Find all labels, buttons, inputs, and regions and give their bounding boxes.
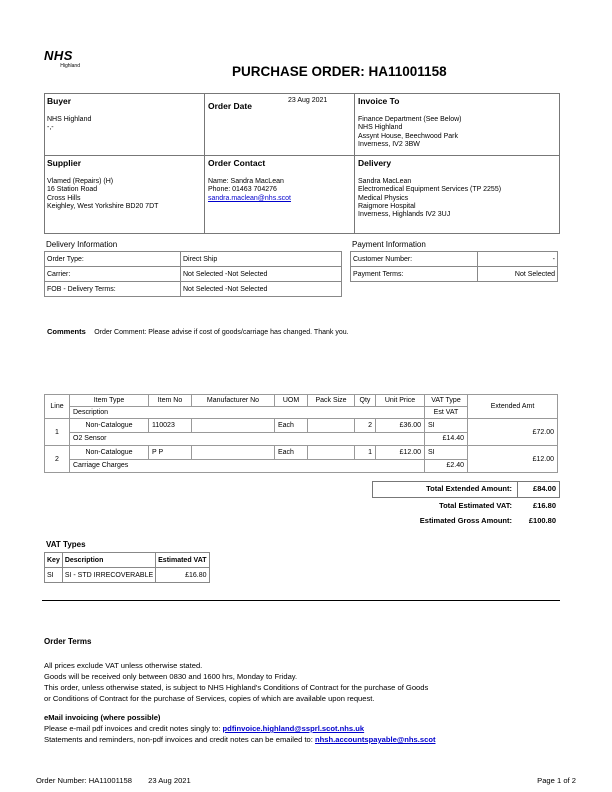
order-terms-body bbox=[44, 660, 436, 745]
terms-line: This order, unless otherwise stated, is subject to NHS Highland's Conditions of Contract for the purchase of Goods bbox=[44, 683, 429, 692]
table-row bbox=[45, 419, 558, 433]
item-pack-size bbox=[308, 446, 355, 460]
item-type: Non-Catalogue bbox=[70, 419, 149, 433]
vat-col-key: Key bbox=[45, 553, 63, 568]
col-manufacturer-no: Manufacturer No bbox=[192, 395, 275, 407]
item-est-vat: £14.40 bbox=[425, 432, 468, 446]
page-title: PURCHASE ORDER: HA11001158 bbox=[232, 64, 447, 79]
item-extended: £12.00 bbox=[468, 446, 558, 473]
einvoice-heading: eMail invoicing (where possible) bbox=[44, 713, 161, 722]
supplier-line: Cross Hills bbox=[47, 194, 81, 202]
item-uom: Each bbox=[275, 419, 308, 433]
order-contact-heading: Order Contact bbox=[208, 158, 266, 168]
delivery-section bbox=[358, 158, 501, 219]
total-vat-label: Total Estimated VAT: bbox=[439, 501, 512, 510]
table-row bbox=[351, 267, 558, 282]
table-row bbox=[351, 252, 558, 267]
buyer-section bbox=[47, 96, 91, 133]
invoice-to-line: Finance Department (See Below) bbox=[358, 116, 462, 123]
comments bbox=[47, 321, 349, 339]
col-line: Line bbox=[45, 395, 70, 419]
buyer-line: -,- bbox=[47, 124, 54, 132]
item-line: 1 bbox=[45, 419, 70, 446]
comments-label: Comments bbox=[47, 327, 86, 336]
supplier-heading: Supplier bbox=[47, 158, 82, 168]
vat-types-table bbox=[44, 552, 210, 583]
col-qty: Qty bbox=[355, 395, 376, 407]
invoice-to-line: Inverness, IV2 3BW bbox=[358, 140, 420, 148]
footer-page: Page 1 of 2 bbox=[537, 776, 576, 785]
terms-line: All prices exclude VAT unless otherwise stated. bbox=[44, 661, 203, 670]
footer-date: 23 Aug 2021 bbox=[148, 776, 191, 785]
accounts-payable-email-link[interactable]: nhsh.accountspayable@nhs.scot bbox=[315, 735, 436, 744]
col-item-type: Item Type bbox=[70, 395, 149, 407]
header-divider-v1 bbox=[204, 93, 205, 233]
item-pack-size bbox=[308, 419, 355, 433]
buyer-line: NHS Highland bbox=[47, 116, 92, 123]
einvoice-text: Please e-mail pdf invoices and credit notes singly to: bbox=[44, 724, 223, 733]
vat-types-heading: VAT Types bbox=[46, 540, 86, 549]
item-no: 110023 bbox=[149, 419, 192, 433]
invoice-to-line: NHS Highland bbox=[358, 124, 403, 132]
col-uom: UOM bbox=[275, 395, 308, 407]
gross-value: £100.80 bbox=[528, 516, 556, 525]
supplier-line: Keighley, West Yorkshire BD20 7DT bbox=[47, 202, 159, 210]
items-table bbox=[44, 394, 558, 473]
delivery-info-table bbox=[44, 251, 342, 297]
supplier-line: 16 Station Road bbox=[47, 186, 98, 194]
section-divider bbox=[42, 600, 560, 601]
payment-value: - bbox=[478, 252, 558, 267]
table-row bbox=[45, 267, 342, 282]
total-extended-value: £84.00 bbox=[533, 484, 556, 493]
items-header-row bbox=[45, 395, 558, 407]
order-date-heading: Order Date bbox=[208, 101, 252, 111]
delivery-heading: Delivery bbox=[358, 158, 392, 168]
payment-label: Customer Number: bbox=[351, 252, 478, 267]
vat-col-estimated: Estimated VAT bbox=[156, 553, 209, 568]
contact-name: Name: Sandra MacLean bbox=[208, 178, 284, 185]
vat-description: SI - STD IRRECOVERABLE bbox=[62, 568, 155, 583]
item-no: P P bbox=[149, 446, 192, 460]
invoice-to-heading: Invoice To bbox=[358, 96, 400, 106]
delivery-line: Medical Physics bbox=[358, 194, 409, 202]
contact-email-link[interactable]: sandra.maclean@nhs.scot bbox=[208, 194, 291, 202]
footer-order-number: Order Number: HA11001158 bbox=[36, 776, 132, 785]
delivery-value: Direct Ship bbox=[181, 252, 342, 267]
payment-info-table bbox=[350, 251, 558, 282]
invoice-to-line: Assynt House, Beechwood Park bbox=[358, 132, 458, 140]
item-qty: 2 bbox=[355, 419, 376, 433]
delivery-line: Raigmore Hospital bbox=[358, 202, 416, 210]
item-unit-price: £36.00 bbox=[376, 419, 425, 433]
logo-nhs-text: NHS bbox=[44, 48, 73, 63]
nhs-logo bbox=[44, 49, 80, 69]
item-line: 2 bbox=[45, 446, 70, 473]
payment-label: Payment Terms: bbox=[351, 267, 478, 282]
delivery-label: Order Type: bbox=[45, 252, 181, 267]
payment-info-heading: Payment Information bbox=[352, 240, 426, 249]
item-manufacturer-no bbox=[192, 419, 275, 433]
table-row bbox=[45, 568, 210, 583]
item-extended: £72.00 bbox=[468, 419, 558, 446]
col-unit-price: Unit Price bbox=[376, 395, 425, 407]
total-extended-label: Total Extended Amount: bbox=[426, 484, 512, 493]
einvoice-line bbox=[44, 734, 436, 745]
supplier-section bbox=[47, 158, 158, 211]
order-date-section bbox=[208, 96, 350, 114]
col-item-no: Item No bbox=[149, 395, 192, 407]
col-extended-amt: Extended Amt bbox=[468, 395, 558, 419]
vat-estimated: £16.80 bbox=[156, 568, 209, 583]
delivery-line: Sandra MacLean bbox=[358, 178, 412, 185]
delivery-line: Electromedical Equipment Services (TP 2255) bbox=[358, 186, 502, 194]
order-terms-heading: Order Terms bbox=[44, 637, 92, 646]
einvoice-line bbox=[44, 723, 436, 734]
order-contact-section bbox=[208, 158, 291, 203]
col-est-vat: Est VAT bbox=[425, 407, 468, 419]
logo-region-text: Highland bbox=[60, 63, 80, 69]
header-divider-h bbox=[44, 155, 560, 156]
delivery-info-heading: Delivery Information bbox=[46, 240, 118, 249]
gross-label: Estimated Gross Amount: bbox=[419, 516, 512, 525]
item-description: O2 Sensor bbox=[70, 432, 425, 446]
comments-text: Order Comment: Please advise if cost of goods/carriage has changed. Thank you. bbox=[94, 329, 349, 336]
delivery-line: Inverness, Highlands IV2 3UJ bbox=[358, 211, 451, 219]
col-description: Description bbox=[70, 407, 425, 419]
item-description: Carriage Charges bbox=[70, 459, 425, 473]
item-est-vat: £2.40 bbox=[425, 459, 468, 473]
contact-phone: Phone: 01463 704276 bbox=[208, 186, 277, 194]
order-date-value: 23 Aug 2021 bbox=[288, 97, 328, 104]
table-row bbox=[45, 252, 342, 267]
vat-col-description: Description bbox=[62, 553, 155, 568]
table-row bbox=[45, 446, 558, 460]
total-vat-value: £16.80 bbox=[533, 501, 556, 510]
col-pack-size: Pack Size bbox=[308, 395, 355, 407]
item-qty: 1 bbox=[355, 446, 376, 460]
pdf-invoice-email-link[interactable]: pdfinvoice.highland@ssprl.scot.nhs.uk bbox=[222, 724, 365, 733]
terms-line: Goods will be received only between 0830 and 1600 hrs, Monday to Friday. bbox=[44, 672, 298, 681]
item-vat-type: SI bbox=[425, 419, 468, 433]
table-row bbox=[45, 282, 342, 297]
buyer-heading: Buyer bbox=[47, 96, 72, 106]
vat-key: SI bbox=[45, 568, 63, 583]
delivery-label: FOB - Delivery Terms: bbox=[45, 282, 181, 297]
terms-line: or Conditions of Contract for the purchase of Services, copies of which are available upon request. bbox=[44, 694, 375, 703]
item-uom: Each bbox=[275, 446, 308, 460]
item-manufacturer-no bbox=[192, 446, 275, 460]
footer bbox=[36, 776, 576, 785]
item-vat-type: SI bbox=[425, 446, 468, 460]
col-vat-type: VAT Type bbox=[425, 395, 468, 407]
delivery-label: Carrier: bbox=[45, 267, 181, 282]
item-unit-price: £12.00 bbox=[376, 446, 425, 460]
header-divider-v2 bbox=[354, 93, 355, 233]
supplier-line: Vlamed (Repairs) (H) bbox=[47, 178, 114, 185]
einvoice-text: Statements and reminders, non-pdf invoices and credit notes can be emailed to: bbox=[44, 735, 315, 744]
delivery-value: Not Selected -Not Selected bbox=[181, 282, 342, 297]
payment-value: Not Selected bbox=[478, 267, 558, 282]
delivery-value: Not Selected -Not Selected bbox=[181, 267, 342, 282]
table-row bbox=[45, 553, 210, 568]
item-type: Non-Catalogue bbox=[70, 446, 149, 460]
invoice-to-section bbox=[358, 96, 462, 149]
